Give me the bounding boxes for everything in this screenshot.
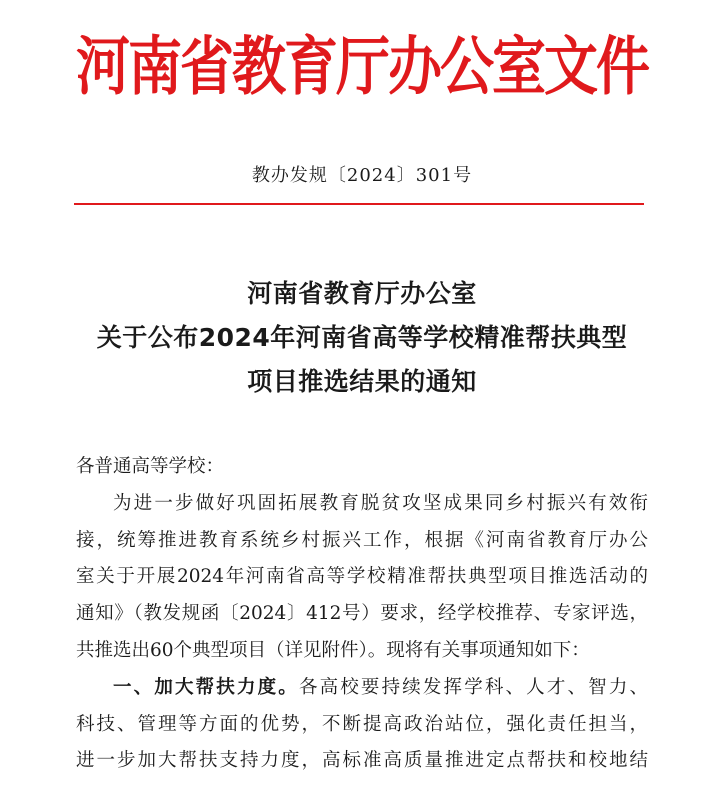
paragraph-2-first-rest: 各高校要持续发挥学科、人才、智力、 bbox=[298, 676, 648, 698]
document-header-title: 河南省教育厅办公室文件 bbox=[76, 29, 648, 104]
paragraph-1-line: 接，统筹推进教育系统乡村振兴工作，根据《河南省教育厅办公 bbox=[76, 529, 648, 551]
paragraph-2 bbox=[76, 670, 648, 780]
paragraph-1-line: 室关于开展2024年河南省高等学校精准帮扶典型项目推选活动的 bbox=[76, 566, 648, 588]
paragraph-1-line: 通知》（教发规函〔2024〕412号）要求，经学校推荐、专家评选， bbox=[76, 603, 648, 625]
paragraph-1-line: 共推选出60个典型项目（详见附件）。现将有关事项通知如下： bbox=[76, 639, 590, 661]
paragraph-2-line: 进一步加大帮扶支持力度，高标准高质量推进定点帮扶和校地结 bbox=[76, 750, 648, 772]
notice-body bbox=[76, 449, 648, 780]
paragraph-2-lead: 一、加大帮扶力度。 bbox=[113, 676, 299, 698]
document-number: 教办发规〔2024〕301号 bbox=[251, 165, 473, 186]
salutation: 各普通高等学校： bbox=[76, 456, 225, 477]
notice-title-line-2: 关于公布2024年河南省高等学校精准帮扶典型 bbox=[96, 323, 628, 352]
notice-title-line-1: 河南省教育厅办公室 bbox=[247, 279, 477, 308]
red-divider-line bbox=[74, 203, 644, 205]
paragraph-1-line: 为进一步做好巩固拓展教育脱贫攻坚成果同乡村振兴有效衔 bbox=[113, 492, 648, 514]
notice-title-line-3: 项目推选结果的通知 bbox=[247, 367, 477, 396]
paragraph-2-first-line bbox=[76, 670, 648, 707]
paragraph-1 bbox=[76, 486, 648, 670]
notice-title bbox=[0, 272, 724, 404]
paragraph-2-line: 科技、管理等方面的优势，不断提高政治站位，强化责任担当， bbox=[76, 713, 648, 735]
